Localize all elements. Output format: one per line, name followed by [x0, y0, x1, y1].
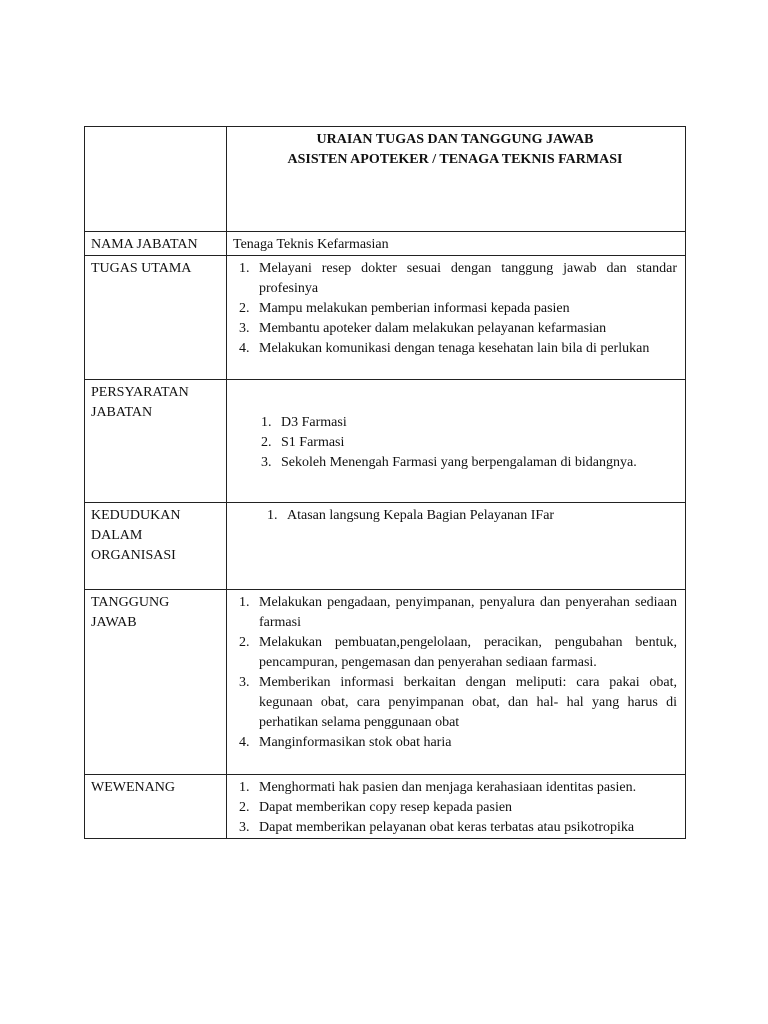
content-wewenang [227, 775, 686, 839]
list-item: Membantu apoteker dalam melakukan pelayanan kefarmasian [259, 321, 607, 336]
list-item: Dapat memberikan copy resep kepada pasien [259, 800, 513, 815]
list-tugas-utama [233, 259, 677, 359]
row-tanggung-jawab [85, 590, 686, 775]
list-item: Atasan langsung Kepala Bagian Pelayanan IFar [287, 508, 555, 523]
list-item: Dapat memberikan pelayanan obat keras terbatas atau psikotropika [259, 820, 635, 835]
list-kedudukan [233, 506, 677, 526]
label-nama-jabatan: NAMA JABATAN [85, 232, 227, 256]
list-item: Sekoleh Menengah Farmasi yang berpengalaman di bidangnya. [281, 455, 637, 470]
list-item: Memberikan informasi berkaitan dengan meliputi: cara pakai obat, kegunaan obat, cara penyimpanan obat, dan hal- hal yang harus di perhatikan selama penggunaan obat [259, 675, 677, 730]
logo-cell [85, 127, 227, 232]
content-tanggung-jawab [227, 590, 686, 775]
row-nama-jabatan [85, 232, 686, 256]
content-kedudukan-organisasi [227, 503, 686, 590]
value-nama-jabatan: Tenaga Teknis Kefarmasian [227, 232, 686, 256]
row-tugas-utama [85, 256, 686, 380]
list-item: Menghormati hak pasien dan menjaga kerahasiaan identitas pasien. [259, 780, 637, 795]
title-row [85, 127, 686, 232]
list-wewenang [233, 778, 677, 838]
label-kedudukan-organisasi: KEDUDUKAN DALAM ORGANISASI [85, 503, 227, 590]
list-item: S1 Farmasi [281, 435, 345, 450]
row-kedudukan-organisasi [85, 503, 686, 590]
list-item: D3 Farmasi [281, 415, 347, 430]
document-title [227, 127, 686, 232]
label-tugas-utama: TUGAS UTAMA [85, 256, 227, 380]
content-persyaratan-jabatan [227, 380, 686, 503]
row-persyaratan-jabatan [85, 380, 686, 503]
row-wewenang [85, 775, 686, 839]
label-persyaratan-jabatan: PERSYARATAN JABATAN [85, 380, 227, 503]
list-item: Melakukan pembuatan,pengelolaan, peracikan, pengubahan bentuk, pencampuran, pengemasan dan penyerahan sediaan farmasi. [259, 635, 677, 670]
job-description-table [84, 126, 686, 839]
list-item: Melakukan pengadaan, penyimpanan, penyalura dan penyerahan sediaan farmasi [259, 595, 677, 630]
list-persyaratan [233, 413, 677, 473]
content-tugas-utama [227, 256, 686, 380]
list-tanggung-jawab [233, 593, 677, 753]
label-tanggung-jawab: TANGGUNG JAWAB [85, 590, 227, 775]
label-wewenang: WEWENANG [85, 775, 227, 839]
list-item: Melakukan komunikasi dengan tenaga kesehatan lain bila di perlukan [259, 341, 650, 356]
title-line-1: URAIAN TUGAS DAN TANGGUNG JAWAB [316, 132, 594, 147]
title-line-2: ASISTEN APOTEKER / TENAGA TEKNIS FARMASI [287, 152, 623, 167]
list-item: Manginformasikan stok obat haria [259, 735, 452, 750]
list-item: Mampu melakukan pemberian informasi kepada pasien [259, 301, 570, 316]
list-item: Melayani resep dokter sesuai dengan tanggung jawab dan standar profesinya [259, 261, 677, 296]
